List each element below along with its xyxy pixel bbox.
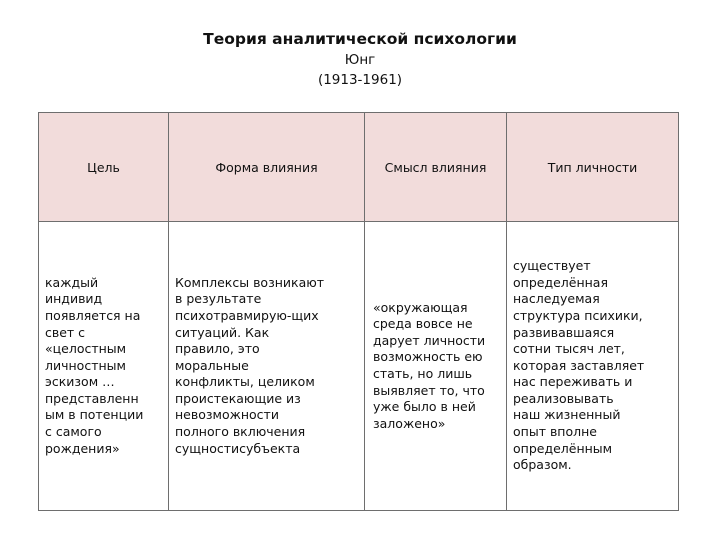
years-range: (1913-1961) xyxy=(317,72,403,88)
column-header-personality: Тип личности xyxy=(507,113,679,222)
table-row xyxy=(39,222,679,511)
theory-table xyxy=(38,112,679,511)
cell-meaning xyxy=(365,222,507,511)
cell-goal-text: каждый индивид появляется на свет с «целостным личностным эскизом … представленн ым в потенции с самого рождения» xyxy=(45,274,144,456)
cell-meaning-text: «окружающая среда вовсе не дарует личности возможность ею стать, но лишь выявляет то, что уже было в ней заложено» xyxy=(373,299,486,431)
cell-goal xyxy=(39,222,169,511)
author-name: Юнг xyxy=(344,52,376,68)
cell-form-text: Комплексы возникают в результате психотравмирую-щих ситуаций. Как правило, это моральные конфликты, целиком проистекающие из невозможности полного включения сущностисубъекта xyxy=(175,274,325,456)
slide-header xyxy=(0,28,720,90)
column-header-goal: Цель xyxy=(39,113,169,222)
column-header-form: Форма влияния xyxy=(169,113,365,222)
cell-personality-text: существует определённая наследуемая структура психики, развивавшаяся сотни тысяч лет, которая заставляет нас переживать и реализовывать наш жизненный опыт вполне определённым образом. xyxy=(513,258,645,473)
table-header-row xyxy=(39,113,679,222)
cell-personality xyxy=(507,222,679,511)
cell-form xyxy=(169,222,365,511)
column-header-meaning: Смысл влияния xyxy=(365,113,507,222)
slide-title: Теория аналитической психологии xyxy=(203,30,517,48)
